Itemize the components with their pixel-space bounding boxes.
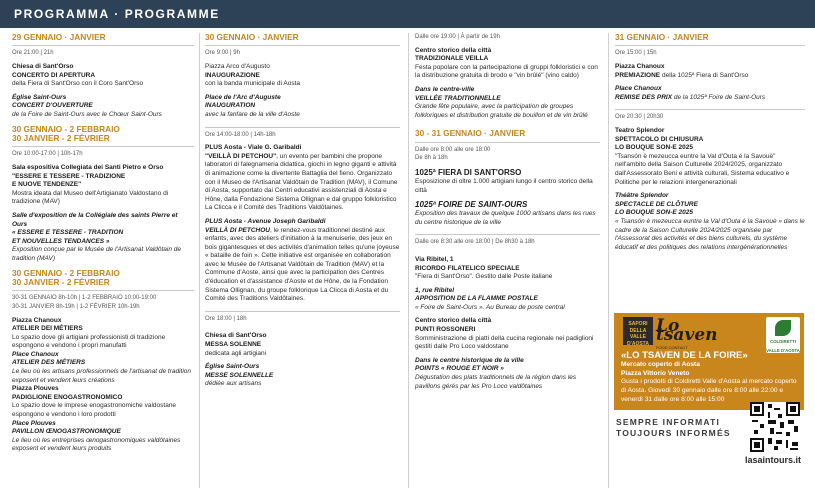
- event-awards: [615, 33, 805, 102]
- event-veilla-petchou: [205, 131, 400, 304]
- event-time: Ore 9:00 | 9h: [205, 50, 240, 57]
- event-philatelic: [415, 238, 600, 312]
- website-link[interactable]: lasaintours.it: [745, 455, 802, 465]
- event-desc: Esposizione di oltre 1.000 artigiani lungo il centro storico della città: [415, 177, 593, 194]
- event-title-fr: 1025ª FOIRE DE SAINT-OURS: [415, 200, 528, 210]
- coldiretti-name: COLDIRETTI: [770, 339, 796, 344]
- event-title: PADIGLIONE ENOGASTRONOMICO: [12, 393, 123, 401]
- tsaven-title: «LO TSAVEN DE LA FOIRE»: [621, 350, 748, 361]
- event-date-fr: 30 JANVIER - 2 FÉVRIER: [12, 276, 110, 287]
- event-title: "VEILLÀ DI PETCHOU": [205, 152, 277, 160]
- event-desc-fr: de la Foire de Saint-Ours avec le Chœur Saint-Ours: [12, 110, 162, 118]
- event-title: MESSA SOLENNE: [205, 341, 262, 349]
- info-footer: [616, 417, 746, 439]
- event-title: 1025ª FIERA DI SANT'ORSO: [415, 167, 522, 177]
- event-desc: "Tsansón è mezeucca euntre la Val d'Outa é la Savouè" nell'ambito della Saison Culturelle 2024/2025, organizzato dall'Assessorato Beni e attività culturali, Sistema educativo e Politiche per le relazioni intergenerazionali: [615, 152, 790, 186]
- event-title-fr: POINTS « ROUGE ET NOIR »: [415, 365, 504, 373]
- event-place: Centro storico della città: [415, 46, 492, 54]
- tsaven-place: Piazza Vittorio Veneto: [621, 369, 690, 377]
- event-place-fr: Place Plouves: [12, 419, 56, 427]
- event-closing-show: [615, 113, 805, 252]
- event-desc-fr: Dégustation des plats traditionnels de la région dans les pavillons gérés par les Pro Loco valdôtaines: [415, 374, 577, 390]
- tsaven-desc: Gusta i prodotti di Coldiretti Valle d'Aosta al mercato coperto di Aosta. Giovedì 30 gennaio dalle ore 8:00 alle 22:00 e venerdì 31 dalle ore 8:00 alle 15:00: [621, 378, 797, 403]
- event-title: PREMIAZIONE: [615, 71, 661, 79]
- event-title-fr: PAVILLON ŒNOGASTRONOMIQUE: [12, 428, 121, 436]
- event-time: Ore 15:00 | 15h: [615, 50, 657, 57]
- event-desc-fr: Exposition des travaux de quelque 1000 artisans dans les rues du centre historique de la ville: [415, 210, 596, 226]
- event-desc-fr: « Tsansón è mezeucca euntre la Val d'Outa é la Savouè » dans le cadre de la Saison Culturelle 2024/2025 organisée par l'Assessorat des activités et des biens culturels, du système éducatif et des politiques des relations intergénérationnelles: [615, 217, 805, 251]
- event-title-fr: APPOSITION DE LA FLAMME POSTALE: [415, 295, 538, 303]
- event-desc-fr: Grande fête populaire, avec la participation de groupes folkloriques et distribution gratuite de bouillon et de vin brûlé: [415, 103, 588, 119]
- info-line: TOUJOURS INFORMÉS: [616, 428, 731, 438]
- event-title: "ESSERE E TESSERE - TRADIZIONE: [12, 172, 126, 180]
- event-title-fr: INAUGURATION: [205, 102, 256, 110]
- event-date-fr: 30 JANVIER - 2 FÉVRIER: [12, 132, 110, 143]
- event-title-fr: REMISE DES PRIX: [615, 93, 673, 101]
- event-exhibition: [12, 125, 194, 264]
- event-place-fr: Place Chanoux: [12, 350, 59, 358]
- info-line: SEMPRE INFORMATI: [616, 417, 721, 427]
- column-divider: [608, 33, 609, 488]
- event-place-fr: Place de l'Arc d'Auguste: [205, 93, 281, 101]
- column-2: [205, 33, 400, 495]
- event-time: Ore 21:00 | 21h: [12, 50, 54, 57]
- event-place-fr: Église Saint-Ours: [205, 363, 260, 371]
- event-time: Ore 18:00 | 18h: [205, 315, 247, 322]
- event-time: Dalle ore 8:30 alle ore 18:00 | De 8h30 à 18h: [415, 239, 535, 246]
- event-place-fr: PLUS Aosta - Avenue Joseph Garibaldi: [205, 217, 326, 225]
- event-desc-fr: , le rendez-vous traditionnel destiné aux enfants, avec des ateliers d'initiation à la menuiserie, des jeux en bois gigantesques et des activités d'animation telles qu'une joyeuse « bataille de foin ». Cette initiative est organisée en collaboration avec le Musée de l'Artisanat Valdôtain de Tradition (MAV) et la Commune d'Aoste, ainsi que avec la participation des Centres d'éducation et d'assistance d'Aoste et de Hône, de la Fondation Sistema Ollignan, du groupe folklorique La Clicca di Aosta et du Comité des Traditions Valdôtaines.: [205, 226, 400, 303]
- qr-code-icon[interactable]: [750, 402, 800, 452]
- event-title: CONCERTO DI APERTURA: [12, 71, 96, 79]
- event-desc: "Fiera di Sant'Orso". Gestito dalle Poste italiane: [415, 273, 553, 281]
- event-place-fr: Place Chanoux: [615, 85, 662, 93]
- leaf-icon: [775, 320, 791, 336]
- column-divider: [408, 33, 409, 488]
- page-title: PROGRAMMA · PROGRAMME: [14, 7, 220, 21]
- event-place-fr: Dans le centre-ville: [415, 85, 475, 93]
- tsaven-place: Mercato coperto di Aosta: [621, 361, 700, 368]
- event-place: Piazza Plouves: [12, 385, 59, 393]
- event-desc-fr: dédiée aux artisans: [205, 380, 262, 388]
- event-place: Piazza Chanoux: [615, 63, 665, 70]
- tsaven-logo-small: FOOD CONTACT: [656, 345, 688, 350]
- event-place-fr: Dans le centre historique de la ville: [415, 356, 524, 364]
- event-title: PUNTI ROSSONERI: [415, 326, 476, 334]
- event-desc-fr: Le lieu où les entreprises œnogastronomiques valdôtaines exposent et vendent leurs produits: [12, 436, 181, 453]
- event-punti-rossoneri: [415, 317, 600, 391]
- event-time-fr: 30-31 JANVIER 8h-19h | 1-2 FÉVRIER 10h-19h: [12, 303, 140, 310]
- event-date: 31 GENNAIO · JANVIER: [615, 32, 709, 42]
- event-inauguration: [205, 33, 400, 120]
- event-date: 29 GENNAIO · JANVIER: [12, 32, 106, 42]
- event-time: Dalle ore 8:00 alle ore 18:00 De 8h à 18h: [415, 146, 491, 162]
- event-time: Ore 10:00-17:00 | 10h-17h: [12, 151, 83, 158]
- event-desc-fr: « Foire de Saint-Ours ». Au Bureau de poste central: [415, 303, 565, 311]
- event-veillee: [415, 33, 600, 120]
- tsaven-box: [614, 313, 804, 410]
- event-date: 30 - 31 GENNAIO · JANVIER: [415, 128, 526, 139]
- event-title: RICORDO FILATELICO SPECIALE: [415, 264, 520, 272]
- event-time: Ore 14:00-18:00 | 14h-18h: [205, 131, 276, 138]
- event-time: 30-31 GENNAIO 8h-10h | 1-2 FEBBRAIO 10:00-19:00: [12, 295, 157, 302]
- event-place: Sala espositiva Collegiata dei Santi Pietro e Orso: [12, 163, 164, 171]
- coldiretti-sub: VALLE D'AOSTA: [766, 347, 800, 353]
- column-divider: [199, 33, 200, 488]
- event-desc-fr: de la 1025ª Foire de Saint-Ours: [672, 93, 766, 101]
- event-place: Piazza Arco d'Augusto: [205, 63, 270, 70]
- event-desc: dedicata agli artigiani: [205, 349, 267, 357]
- event-desc: Lo spazio dove gli artigiani professionisti di tradizione espongono e vendono i propri manufatti: [12, 333, 166, 350]
- event-time: Ore 20:30 | 20h30: [615, 114, 664, 121]
- event-title-fr: VEILLÀ DI PETCHOU: [205, 226, 271, 234]
- event-title: INAUGURAZIONE: [205, 71, 260, 79]
- event-desc: Mostra ideata dal Museo dell'Artigianato Valdostano di tradizione (MAV): [12, 189, 169, 206]
- event-title-fr: SPECTACLE DE CLÔTURE: [615, 200, 698, 208]
- event-desc: Somministrazione di piatti della cucina regionale nei padiglioni gestiti dalle Pro Loco valdostane: [415, 334, 594, 351]
- event-title-fr: MESSE SOLENNELLE: [205, 371, 274, 379]
- event-place: Chiesa di Sant'Orso: [205, 332, 267, 340]
- event-title: LO BOUQUE SON-E 2025: [615, 144, 694, 152]
- event-title-fr: ATELIER DES MÉTIERS: [12, 359, 86, 367]
- event-desc: della 1025ª Fiera di Sant'Orso: [660, 71, 749, 79]
- event-date: 30 GENNAIO · JANVIER: [205, 32, 299, 42]
- event-place: Piazza Chanoux: [12, 316, 62, 324]
- event-place: Via Ribitel, 1: [415, 255, 454, 263]
- event-place: Centro storico della città: [415, 317, 492, 325]
- column-1: [12, 33, 194, 495]
- column-3: [415, 33, 600, 495]
- tsaven-logo-badge: SAPORI DELLA VALLE D'AOSTA: [623, 317, 653, 345]
- event-place-fr: Salle d'exposition de la Collégiale des saints Pierre et Ours: [12, 211, 178, 228]
- event-title: E NUOVE TENDENZE": [12, 181, 82, 189]
- event-date: 30 GENNAIO - 2 FEBBRAIO: [12, 123, 120, 134]
- event-solemn-mass: [205, 315, 400, 389]
- coldiretti-logo: [766, 317, 800, 353]
- event-title: TRADIZIONALE VEILLA: [415, 55, 489, 63]
- event-time: Dalle ore 19:00 | À partir de 19h: [415, 34, 500, 40]
- event-place: Teatro Splendor: [615, 126, 665, 134]
- event-desc-fr: avec la fanfare de la ville d'Aoste: [205, 110, 300, 118]
- event-ateliers: [12, 269, 194, 455]
- event-desc: con la banda municipale di Aosta: [205, 80, 301, 88]
- event-title: ATELIER DEI MÉTIERS: [12, 325, 83, 333]
- tsaven-logo-text: Lo tsaven: [656, 316, 718, 345]
- event-place-fr: Théâtre Splendor: [615, 192, 669, 200]
- event-desc: della Fiera di Sant'Orso con il Coro Sant'Orso: [12, 80, 144, 88]
- event-fiera: [415, 129, 600, 227]
- event-desc-fr: Le lieu où les artisans professionnels de l'artisanat de tradition exposent et vendent leurs créations: [12, 368, 192, 384]
- event-title-fr: VEILLÉE TRADITIONNELLE: [415, 94, 501, 102]
- event-date: 30 GENNAIO - 2 FEBBRAIO: [12, 267, 120, 278]
- event-place-fr: 1, rue Ribitel: [415, 286, 455, 294]
- event-title: SPETTACOLO DI CHIUSURA: [615, 135, 704, 143]
- event-title-fr: CONCERT D'OUVERTURE: [12, 102, 93, 110]
- event-opening-concert: [12, 33, 194, 120]
- event-title-fr: « ESSERE E TESSERE - TRADITION: [12, 229, 124, 237]
- event-desc: , un evento per bambini che propone laboratori di falegnameria didattica, giochi in legno giganti e attività di animazione come la divertente Battaglia del fieno. Organizzato con il Museo de l'Artisanat Valdôtain de Tradition (MAV), il Comune di Aosta, supportato dai Centri educativi assistenziali di Aosta e Hône, dalla Fondazione Sistema Ollignan e dal gruppo folkloristico La Clicca e il Comité des Traditions Valdôtaines.: [205, 152, 398, 212]
- event-title-fr: ET NOUVELLES TENDANCES »: [12, 237, 110, 245]
- event-place: Chiesa di Sant'Orso: [12, 63, 74, 70]
- event-desc: Lo spazio dove le imprese enogastronomiche valdostane espongono e vendono i loro prodotti: [12, 402, 177, 419]
- event-place: PLUS Aosta - Viale G. Garibaldi: [205, 144, 302, 152]
- page-header: [0, 0, 815, 28]
- event-place-fr: Église Saint-Ours: [12, 93, 67, 101]
- event-title-fr: LO BOUQUE SON-E 2025: [615, 209, 694, 217]
- event-desc: Festa popolare con la partecipazione di gruppi folkloristici e con la distribuzione gratuita di brodo e "vin brûlé" (vino caldo): [415, 63, 598, 80]
- event-desc-fr: Exposition conçue par le Musée de l'Artisanat Valdôtain de tradition (MAV): [12, 246, 182, 262]
